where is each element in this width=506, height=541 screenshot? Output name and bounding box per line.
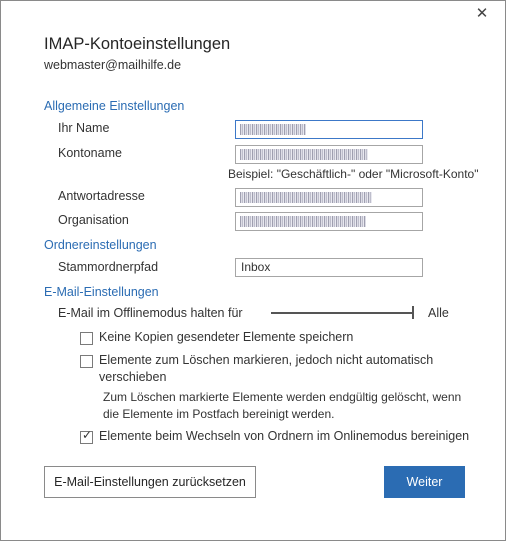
redacted-reply-overlay — [240, 192, 372, 203]
reply-address-label: Antwortadresse — [58, 189, 145, 203]
redacted-org-overlay — [240, 216, 366, 227]
dialog-title: IMAP-Kontoeinstellungen — [44, 35, 231, 53]
purge-checkbox[interactable] — [80, 428, 93, 444]
next-button[interactable] — [384, 466, 465, 498]
offline-slider-value: Alle — [428, 306, 449, 320]
root-folder-input[interactable] — [235, 258, 423, 277]
root-folder-label: Stammordnerpfad — [58, 260, 159, 274]
account-name-input[interactable] — [235, 145, 423, 164]
root-folder-value: Inbox — [241, 260, 271, 274]
offline-slider-thumb[interactable] — [412, 306, 414, 319]
mark-delete-note: Zum Löschen markierte Elemente werden endgültig gelöscht, wenn die Elemente im Postfach bereinigt werden. — [103, 390, 462, 421]
next-button-label: Weiter — [406, 475, 443, 489]
reset-button-label: E-Mail-Einstellungen zurücksetzen — [54, 475, 246, 489]
no-copies-checkbox[interactable] — [80, 332, 93, 345]
offline-mode-label: E-Mail im Offlinemodus halten für — [58, 306, 243, 320]
offline-slider-track[interactable] — [271, 312, 414, 314]
mark-delete-label-line2: verschieben — [99, 370, 167, 384]
no-copies-label: Keine Kopien gesendeter Elemente speichern — [99, 330, 354, 344]
redacted-account-name-overlay — [240, 149, 368, 160]
organisation-input[interactable] — [235, 212, 423, 231]
mark-delete-label-line1: Elemente zum Löschen markieren, jedoch nicht automatisch — [99, 353, 434, 367]
section-folders-heading: Ordnereinstellungen — [44, 238, 157, 252]
close-button[interactable] — [473, 5, 491, 23]
purge-label: Elemente beim Wechseln von Ordnern im Onlinemodus bereinigen — [99, 429, 470, 443]
redacted-name-overlay — [240, 124, 306, 135]
section-mail-heading: E-Mail-Einstellungen — [44, 285, 159, 299]
reset-mail-settings-button[interactable] — [44, 466, 256, 498]
checkmark-icon: ✓ — [82, 428, 93, 442]
account-name-hint: Beispiel: "Geschäftlich-" oder "Microsoft-Konto" — [228, 167, 479, 181]
your-name-input[interactable] — [235, 120, 423, 139]
close-icon: ✕ — [475, 5, 489, 22]
section-general-heading: Allgemeine Einstellungen — [44, 99, 185, 113]
organisation-label: Organisation — [58, 213, 129, 227]
account-email: webmaster@mailhilfe.de — [44, 58, 182, 72]
mark-delete-checkbox[interactable] — [80, 355, 93, 368]
your-name-label: Ihr Name — [58, 121, 110, 135]
reply-address-input[interactable] — [235, 188, 423, 207]
account-name-label: Kontoname — [58, 146, 122, 160]
